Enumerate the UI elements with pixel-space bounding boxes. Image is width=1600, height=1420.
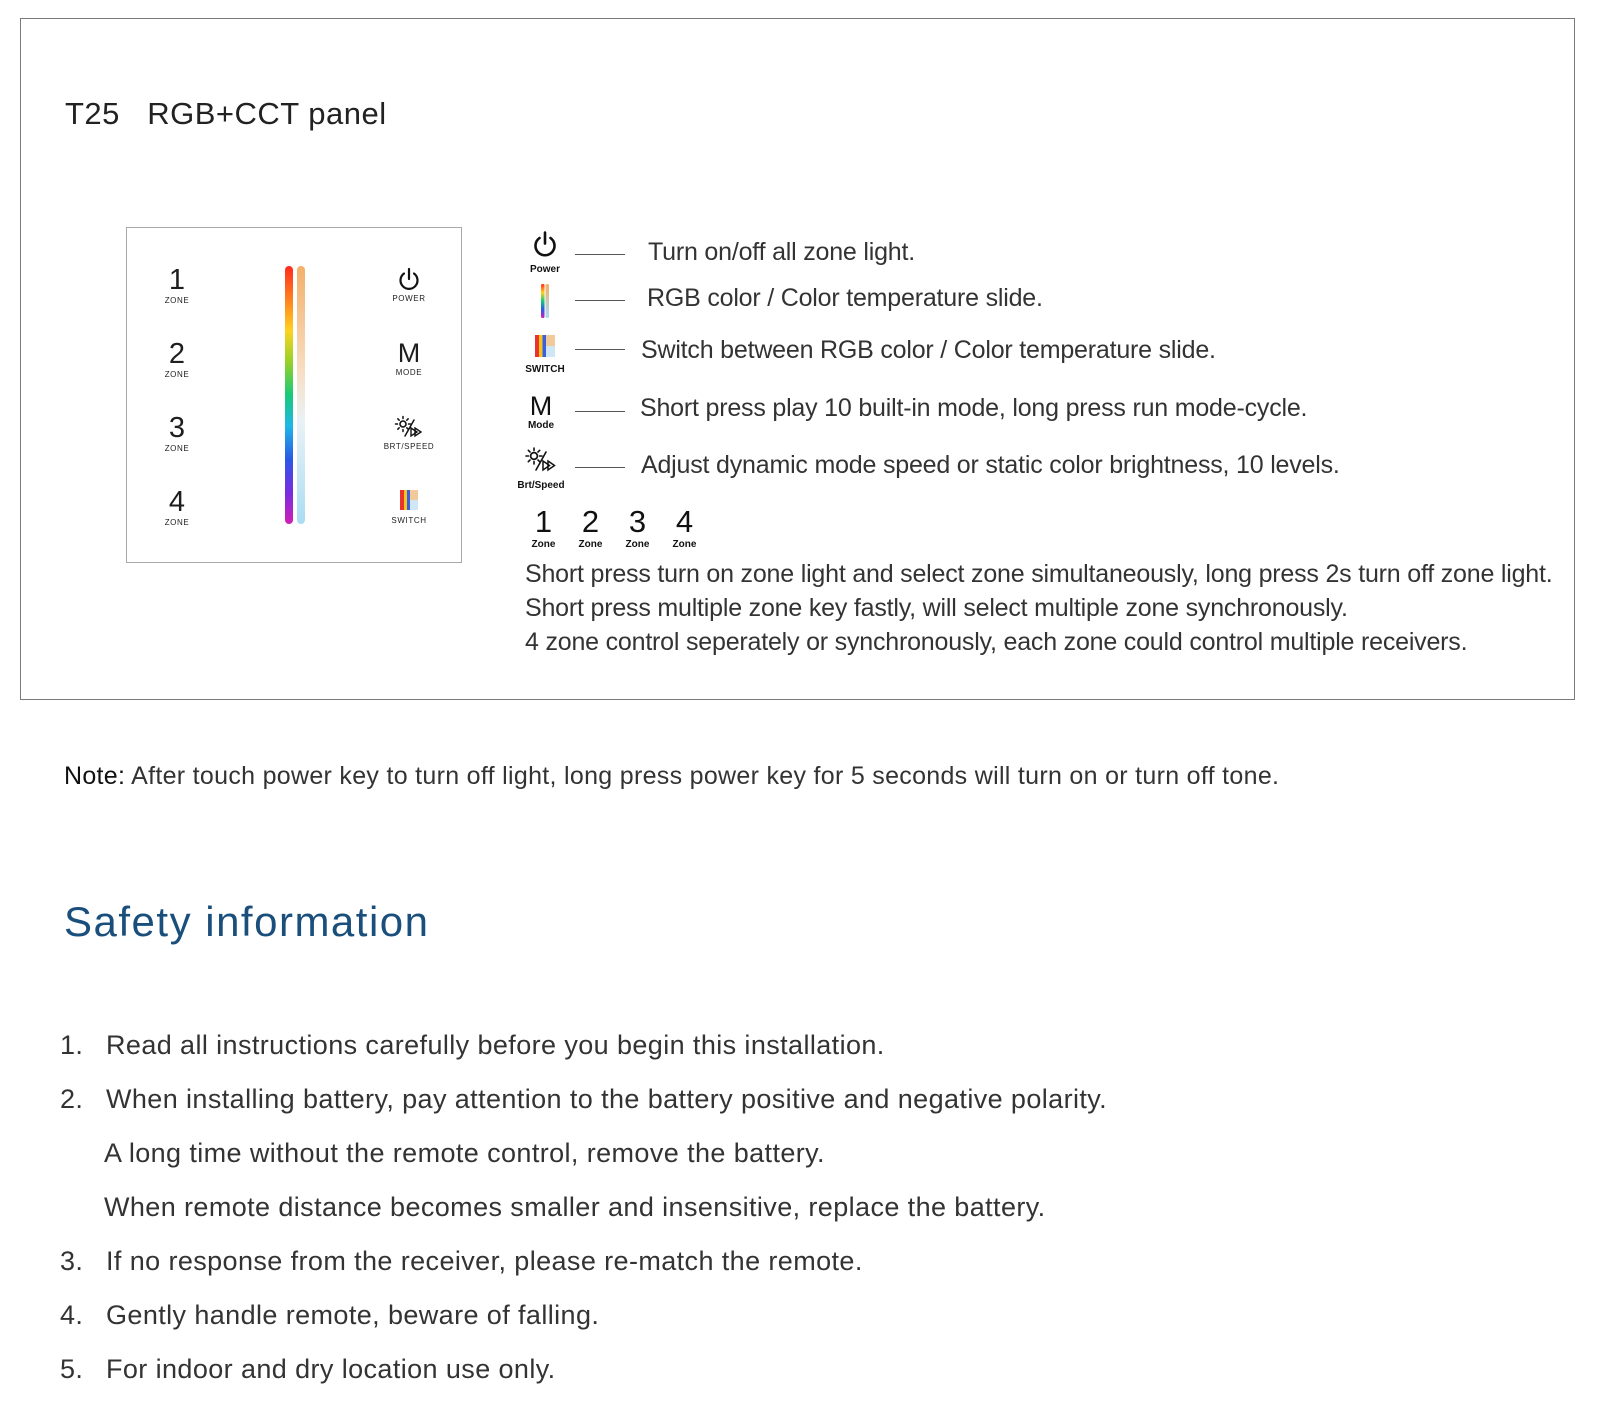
device-mode-key xyxy=(369,340,449,377)
legend-switch-label: SWITCH xyxy=(525,364,565,375)
device-zone-number: 1 xyxy=(168,264,186,296)
power-icon xyxy=(369,266,449,292)
safety-item-number: 1. xyxy=(60,1030,84,1060)
note xyxy=(64,762,1279,791)
zone-label: Zone xyxy=(672,539,697,550)
zone-description-line: Short press turn on zone light and select zone simultaneously, long press 2s turn off zone light. xyxy=(525,560,1553,588)
device-zone-number: 2 xyxy=(168,338,186,370)
safety-item-number: 4. xyxy=(60,1300,84,1330)
safety-item-text: When installing battery, pay attention to the battery positive and negative polarity. xyxy=(106,1084,1108,1114)
device-power-caption: POWER xyxy=(392,294,426,303)
device-cct-slider xyxy=(297,266,305,524)
device-brt-speed-caption: BRT/SPEED xyxy=(383,442,435,451)
note-label: Note: xyxy=(64,762,126,790)
device-switch-caption: SWITCH xyxy=(391,516,427,525)
panel-title: T25 RGB+CCT panel xyxy=(65,96,387,131)
safety-item xyxy=(60,1246,863,1277)
safety-item xyxy=(60,1300,599,1331)
zone-label: Zone xyxy=(625,539,650,550)
device-power-key xyxy=(369,266,449,303)
legend-connector xyxy=(575,254,625,255)
zone-number: 3 xyxy=(628,504,647,539)
switch-icon xyxy=(534,345,556,362)
safety-item-number: 5. xyxy=(60,1354,84,1384)
legend-connector xyxy=(575,467,625,468)
safety-item-text: For indoor and dry location use only. xyxy=(106,1354,556,1384)
zone-description-line: 4 zone control seperately or synchronously, each zone could control multiple receivers. xyxy=(525,628,1468,656)
zone-description-line: Short press multiple zone key fastly, will select multiple zone synchronously. xyxy=(525,594,1348,622)
zone-description xyxy=(525,557,1553,659)
zone-label: Zone xyxy=(531,539,556,550)
legend-zone-keys xyxy=(520,504,708,552)
legend-brt-speed-label: Brt/Speed xyxy=(517,480,565,491)
legend-color-slider xyxy=(515,284,575,323)
legend-brt-speed xyxy=(511,446,571,491)
safety-item-text: When remote distance becomes smaller and insensitive, replace the battery. xyxy=(104,1192,1046,1222)
device-brt-speed-key xyxy=(369,414,449,451)
note-text: After touch power key to turn off light, long press power key for 5 seconds will turn on or turn off tone. xyxy=(125,762,1280,790)
mode-icon: M xyxy=(397,338,421,368)
zone-label: Zone xyxy=(578,539,603,550)
safety-item-text: A long time without the remote control, remove the battery. xyxy=(104,1138,825,1168)
legend-switch xyxy=(515,334,575,375)
legend-switch-text: Switch between RGB color / Color temperature slide. xyxy=(641,336,1216,364)
device-rgb-slider xyxy=(285,266,293,524)
device-zone-number: 3 xyxy=(168,412,186,444)
legend-mode-text: Short press play 10 built-in mode, long press run mode-cycle. xyxy=(640,394,1308,422)
device-zone-1-key xyxy=(137,266,217,305)
zone-number: 4 xyxy=(675,504,694,539)
safety-item-continuation xyxy=(104,1138,825,1169)
safety-item xyxy=(60,1084,1107,1115)
legend-slider-text: RGB color / Color temperature slide. xyxy=(647,284,1043,312)
device-switch-key xyxy=(369,488,449,525)
device-zone-caption: ZONE xyxy=(164,444,190,453)
device-zone-caption: ZONE xyxy=(164,370,190,379)
legend-connector xyxy=(575,411,625,412)
device-zone-number: 4 xyxy=(168,486,186,518)
legend-power xyxy=(515,230,575,275)
legend-zone-3 xyxy=(614,504,661,550)
legend-brt-speed-text: Adjust dynamic mode speed or static color brightness, 10 levels. xyxy=(641,451,1340,479)
legend-zone-4 xyxy=(661,504,708,550)
safety-item xyxy=(60,1030,885,1061)
brightness-speed-icon xyxy=(369,414,449,440)
safety-item-number: 3. xyxy=(60,1246,84,1276)
legend-power-label: Power xyxy=(529,264,560,275)
device-zone-4-key xyxy=(137,488,217,527)
brightness-speed-icon xyxy=(524,461,558,478)
safety-item-text: Gently handle remote, beware of falling. xyxy=(106,1300,600,1330)
safety-item-text: If no response from the receiver, please re-match the remote. xyxy=(106,1246,863,1276)
zone-number: 2 xyxy=(581,504,600,539)
device-mode-caption: MODE xyxy=(395,368,423,377)
device-zone-2-key xyxy=(137,340,217,379)
switch-icon xyxy=(369,488,449,514)
device-zone-3-key xyxy=(137,414,217,453)
safety-item-continuation xyxy=(104,1192,1046,1223)
safety-title: Safety information xyxy=(64,898,430,945)
legend-zone-2 xyxy=(567,504,614,550)
zone-number: 1 xyxy=(534,504,553,539)
legend-zone-1 xyxy=(520,504,567,550)
color-slider-icon xyxy=(540,305,550,322)
mode-icon: M xyxy=(529,391,553,421)
safety-item-text: Read all instructions carefully before you begin this installation. xyxy=(106,1030,885,1060)
device-illustration xyxy=(126,227,462,563)
safety-item xyxy=(60,1354,556,1385)
legend-mode-label: Mode xyxy=(527,420,555,431)
power-icon xyxy=(531,245,559,262)
legend-connector xyxy=(575,300,625,301)
device-zone-caption: ZONE xyxy=(164,518,190,527)
safety-item-number: 2. xyxy=(60,1084,84,1114)
device-zone-caption: ZONE xyxy=(164,296,190,305)
legend-mode xyxy=(511,393,571,431)
legend-power-text: Turn on/off all zone light. xyxy=(648,238,915,266)
legend-connector xyxy=(575,349,625,350)
